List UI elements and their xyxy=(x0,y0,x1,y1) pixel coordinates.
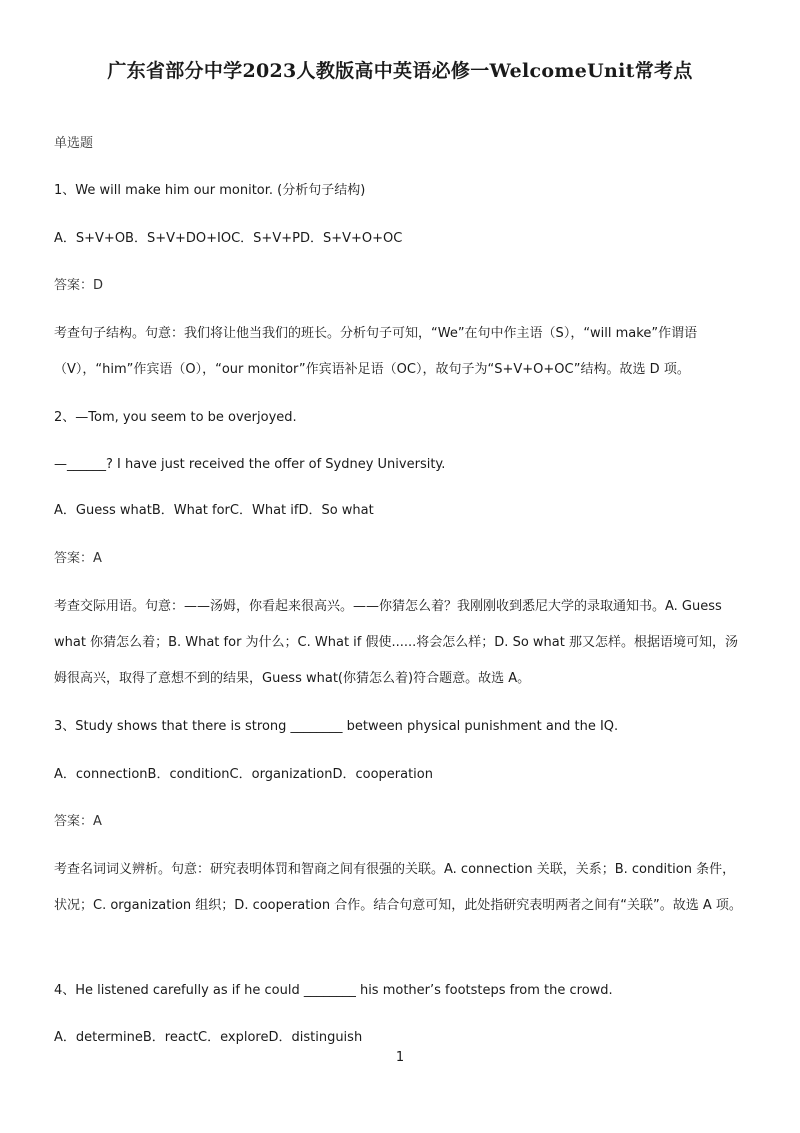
question-2-options: A．Guess whatB．What forC．What ifD．So what xyxy=(54,503,374,518)
question-1-options: A．S+V+OB．S+V+DO+IOC．S+V+PD．S+V+O+OC xyxy=(54,231,403,246)
section-heading: 单选题 xyxy=(54,136,94,151)
question-2-stem-reply: —______? I have just received the offer of Sydney University. xyxy=(54,457,446,472)
page-number: 1 xyxy=(395,1050,405,1065)
question-1-stem: 1、We will make him our monitor. (分析句子结构) xyxy=(54,183,366,198)
question-3-explanation: 考查名词词义辨析。句意：研究表明体罚和智商之间有很强的关联。A. connection 关联，关系；B. condition 条件，状况；C. organization 组织；D. cooperation 合作。结合句意可知，此处指研究表明两者之间有“关联”。故选 A 项。 xyxy=(54,862,742,913)
question-3-stem: 3、Study shows that there is strong ________ between physical punishment and the IQ. xyxy=(54,719,619,734)
question-2-stem: 2、—Tom, you seem to be overjoyed. xyxy=(54,410,297,425)
question-4-options: A．determineB．reactC．exploreD．distinguish xyxy=(54,1030,363,1045)
question-1-answer: 答案：D xyxy=(54,278,104,293)
question-2-answer: 答案：A xyxy=(54,551,102,566)
question-3-answer: 答案：A xyxy=(54,814,102,829)
document-title: 广东省部分中学2023人教版高中英语必修一WelcomeUnit常考点 xyxy=(107,60,693,82)
question-4-stem: 4、He listened carefully as if he could ________ his mother’s footsteps from the crowd. xyxy=(54,983,613,998)
question-1-explanation: 考查句子结构。句意：我们将让他当我们的班长。分析句子可知，“We”在句中作主语（S），“will make”作谓语（V），“him”作宾语（O），“our monitor”作宾语补足语（OC），故句子为“S+V+O+OC”结构。故选 D 项。 xyxy=(54,326,698,377)
question-2-explanation: 考查交际用语。句意：——汤姆，你看起来很高兴。——你猜怎么着？我刚刚收到悉尼大学的录取通知书。A. Guess what 你猜怎么着；B. What for 为什么；C. What if 假使......将会怎么样；D. So what 那又怎样。根据语境可知，汤姆很高兴，取得了意想不到的结果，Guess what(你猜怎么着)符合题意。故选 A。 xyxy=(54,599,738,686)
question-3-options: A．connectionB．conditionC．organizationD．cooperation xyxy=(54,767,433,782)
